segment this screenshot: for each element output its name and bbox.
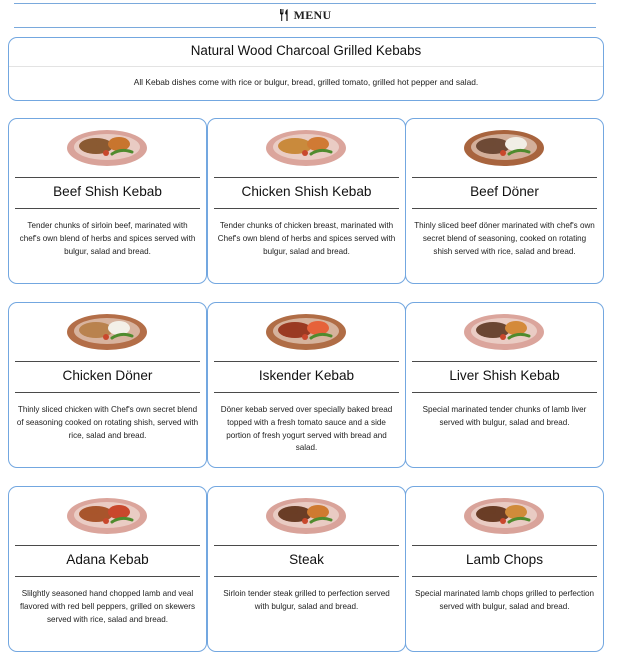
dish-description: Sirloin tender steak grilled to perfection served with bulgur, salad and bread. xyxy=(223,589,390,611)
dish-description: Special marinated tender chunks of lamb liver served with bulgur, salad and bread. xyxy=(422,405,587,427)
intro-divider xyxy=(9,66,603,67)
dish-description: Döner kebab served over specially baked bread topped with a fresh tomato sauce and a side portion of fresh yogurt served with bread and salad. xyxy=(220,405,393,453)
dish-divider xyxy=(214,208,399,209)
dish-card[interactable] xyxy=(405,302,604,468)
dish-divider xyxy=(15,361,200,362)
dish-image xyxy=(463,311,545,351)
menu-header xyxy=(14,4,596,26)
header-bottom-rule xyxy=(14,27,596,28)
dish-divider xyxy=(412,545,597,546)
dish-divider xyxy=(214,545,399,546)
intro-card xyxy=(8,37,604,101)
dish-divider xyxy=(412,208,597,209)
dish-description: Tender chunks of sirloin beef, marinated with chef's own blend of herbs and spices served with bulgur, salad and bread. xyxy=(19,221,196,256)
dish-card[interactable] xyxy=(207,302,406,468)
dish-image xyxy=(463,127,545,167)
dish-name: Adana Kebab xyxy=(66,552,149,567)
dish-divider xyxy=(214,392,399,393)
dish-card[interactable] xyxy=(207,486,406,652)
dish-description: Thinly sliced beef döner marinated with chef's own secret blend of seasoning, cooked on rotating shish served with rice, salad and bread. xyxy=(414,221,595,256)
dish-name: Chicken Shish Kebab xyxy=(241,184,372,199)
dish-description: Special marinated lamb chops grilled to perfection served with bulgur, salad and bread. xyxy=(414,589,595,611)
dish-description: Thinly sliced chicken with Chef's own secret blend of seasoning cooked on rotating shish, served with rice, salad and bread. xyxy=(16,405,199,440)
dish-divider xyxy=(214,576,399,577)
dish-card[interactable] xyxy=(8,118,207,284)
dish-divider xyxy=(15,177,200,178)
dish-divider xyxy=(214,177,399,178)
dish-image xyxy=(265,495,347,535)
dish-card[interactable] xyxy=(8,486,207,652)
dish-description: Slilghtly seasoned hand chopped lamb and veal flavored with red bell peppers, grilled on skewers served with rice, salad and bread. xyxy=(19,589,195,624)
section-description: All Kebab dishes come with rice or bulgur, bread, grilled tomato, grilled hot pepper and salad. xyxy=(133,77,479,87)
dish-divider xyxy=(15,576,200,577)
section-title: Natural Wood Charcoal Grilled Kebabs xyxy=(190,43,422,58)
menu-label: MENU xyxy=(293,7,332,22)
dish-divider xyxy=(412,361,597,362)
dish-card[interactable] xyxy=(207,118,406,284)
dish-name: Liver Shish Kebab xyxy=(449,368,560,383)
dish-image xyxy=(463,495,545,535)
dish-name: Beef Döner xyxy=(470,184,539,199)
dish-image xyxy=(265,311,347,351)
dish-image xyxy=(66,495,148,535)
dish-divider xyxy=(15,208,200,209)
dish-divider xyxy=(412,177,597,178)
dish-name: Steak xyxy=(289,552,324,567)
dish-image xyxy=(265,127,347,167)
dish-card[interactable] xyxy=(405,118,604,284)
dish-divider xyxy=(214,361,399,362)
dish-card[interactable] xyxy=(405,486,604,652)
dish-name: Lamb Chops xyxy=(465,552,544,567)
dish-divider xyxy=(15,392,200,393)
dish-description: Tender chunks of chicken breast, marinated with Chef's own blend of herbs and spices served with bulgur, salad and bread. xyxy=(217,221,396,256)
utensils-icon xyxy=(279,9,289,21)
dish-card[interactable] xyxy=(8,302,207,468)
dish-image xyxy=(66,311,148,351)
dish-name: Beef Shish Kebab xyxy=(53,184,162,199)
dish-image xyxy=(66,127,148,167)
dish-divider xyxy=(15,545,200,546)
dish-divider xyxy=(412,576,597,577)
dish-name: Chicken Döner xyxy=(62,368,153,383)
dish-name: Iskender Kebab xyxy=(258,368,355,383)
dish-divider xyxy=(412,392,597,393)
